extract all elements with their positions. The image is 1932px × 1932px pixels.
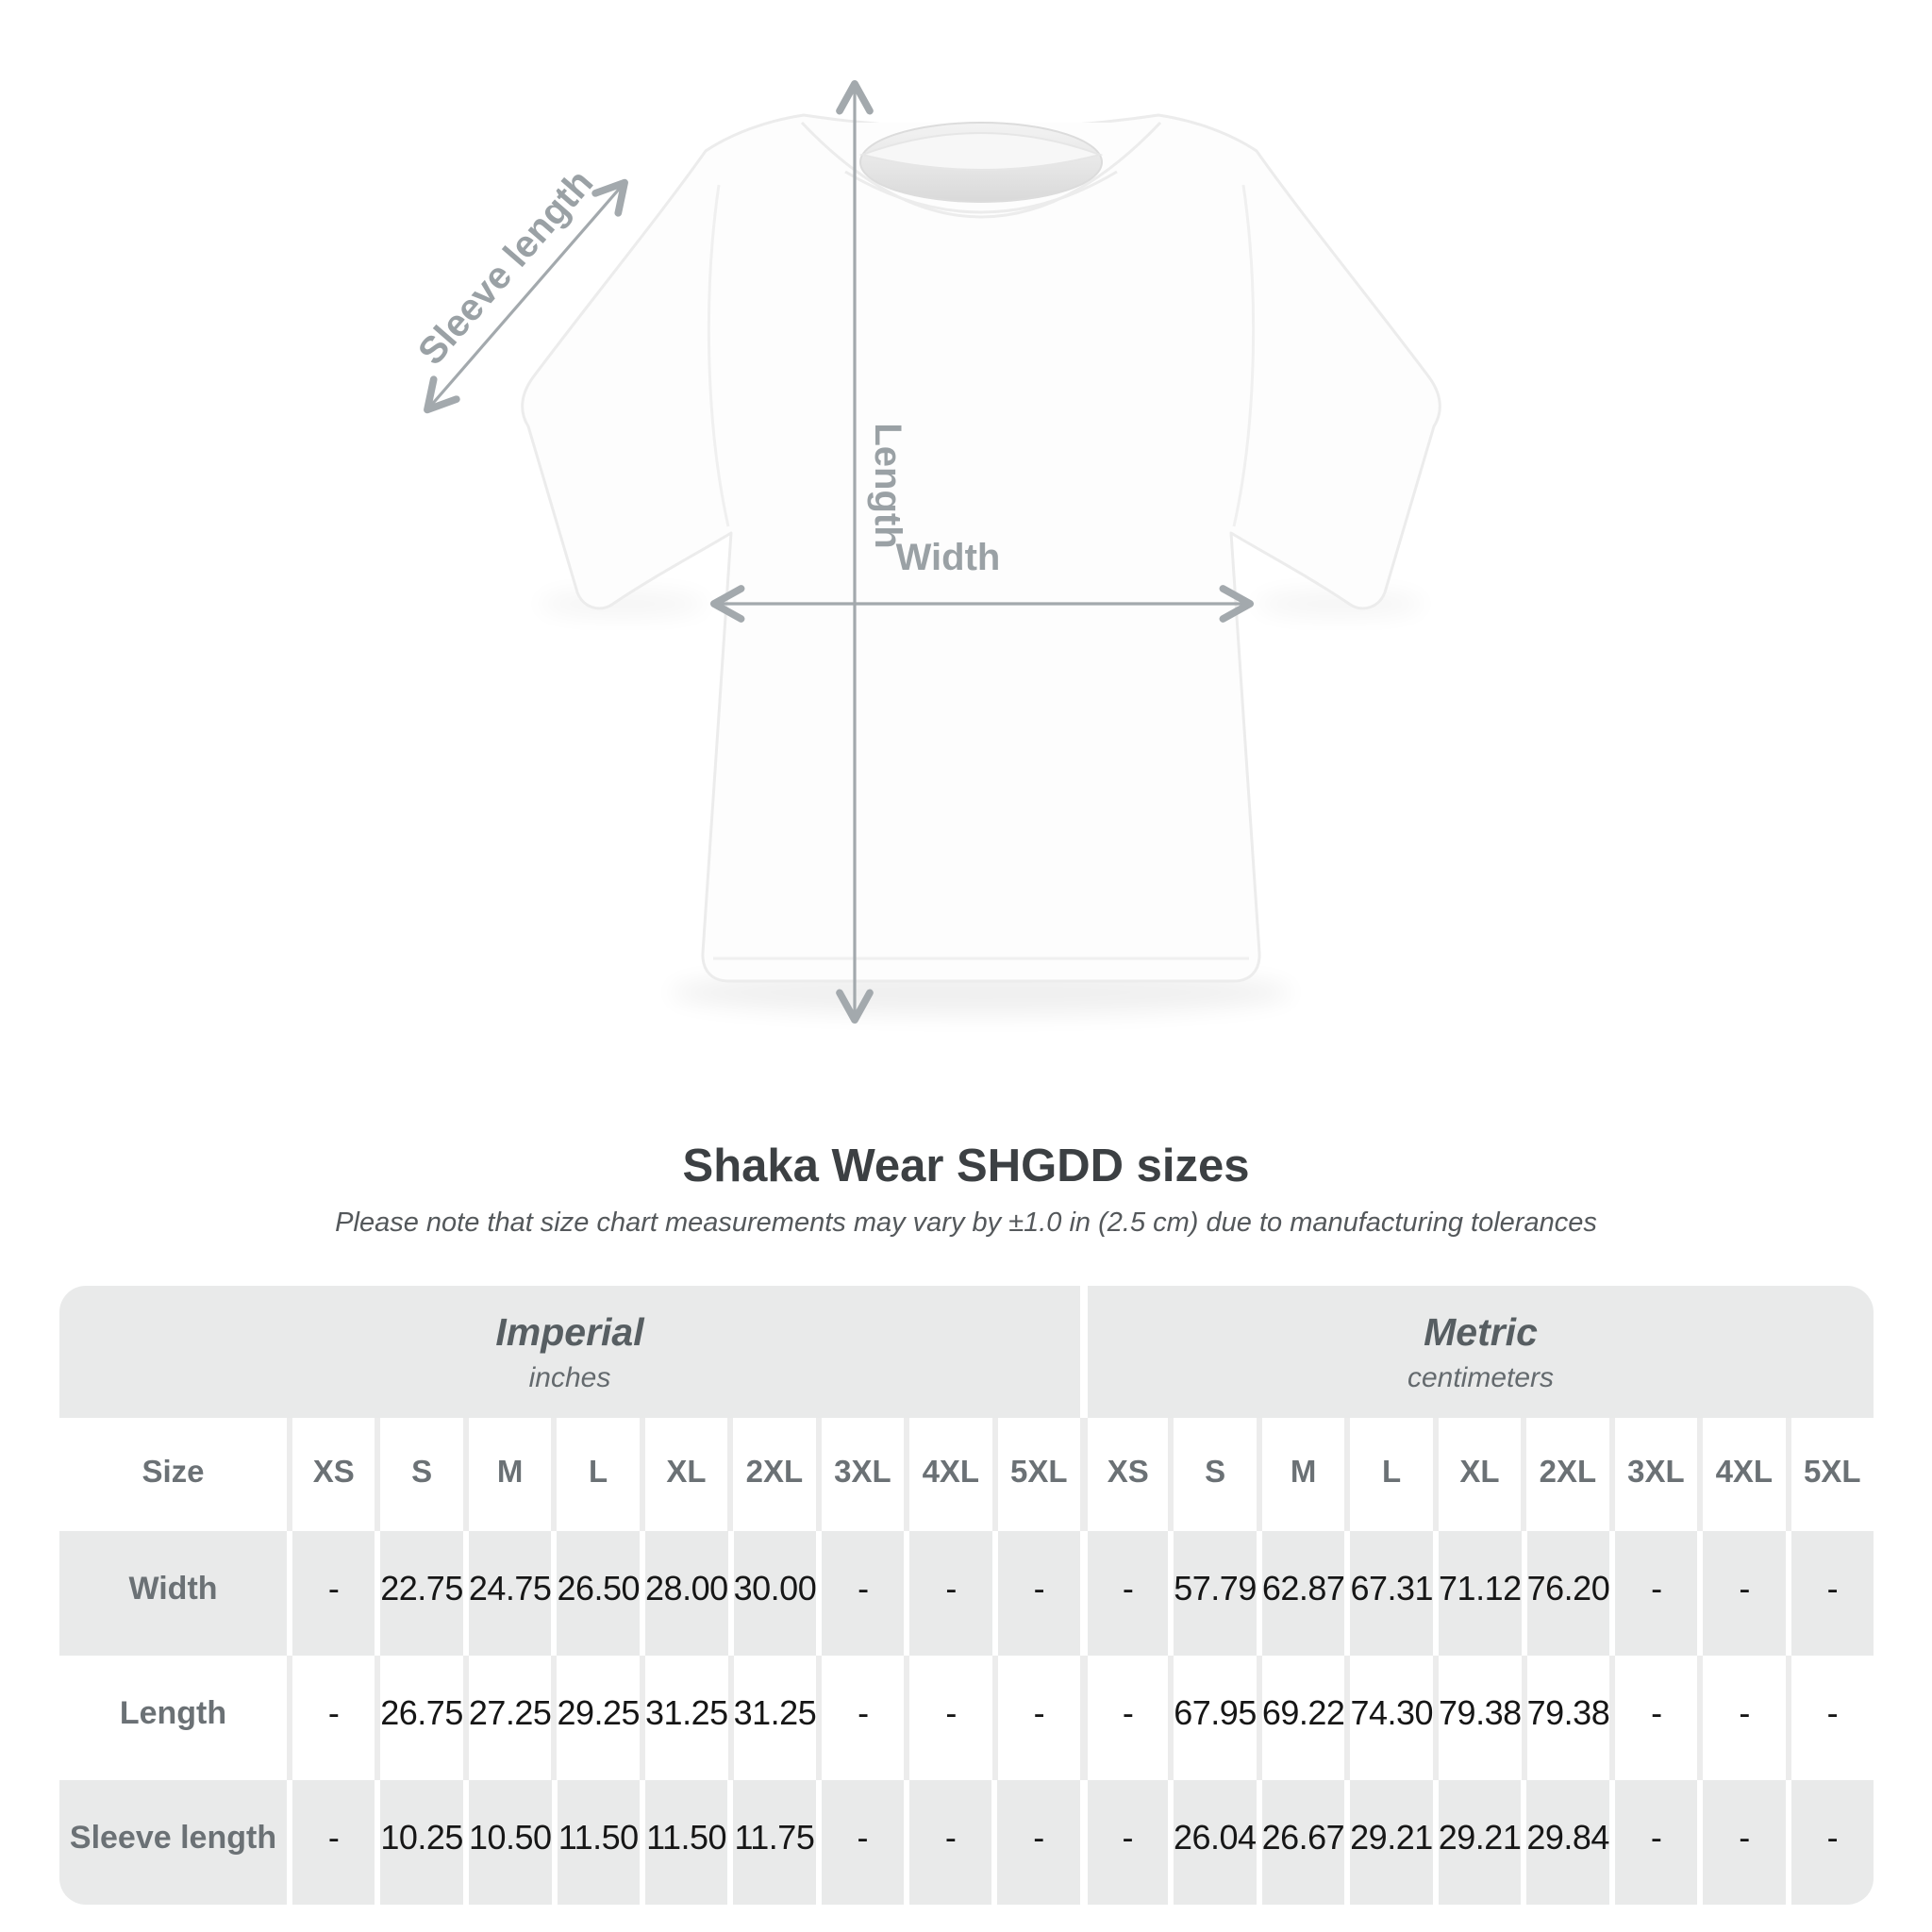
value-cell: - — [991, 1780, 1079, 1905]
value-cell: - — [816, 1656, 904, 1780]
size-header-metric-5xl: 5XL — [1786, 1418, 1874, 1531]
size-header-imperial-m: M — [463, 1418, 551, 1531]
value-cell: 62.87 — [1257, 1531, 1345, 1656]
value-cell: 26.04 — [1168, 1780, 1257, 1905]
size-header-metric-3xl: 3XL — [1609, 1418, 1697, 1531]
value-cell: 11.50 — [552, 1780, 640, 1905]
width-label: Width — [895, 537, 1001, 578]
value-cell: 29.21 — [1433, 1780, 1522, 1905]
row-label-length: Length — [59, 1656, 287, 1780]
value-cell: 26.75 — [375, 1656, 463, 1780]
metric-unit: centimeters — [1407, 1361, 1555, 1393]
value-cell: - — [904, 1656, 991, 1780]
value-cell: 27.25 — [463, 1656, 552, 1780]
value-cell: 10.25 — [375, 1780, 463, 1905]
size-header-metric-l: L — [1344, 1418, 1432, 1531]
value-cell: - — [904, 1780, 991, 1905]
heading-block — [0, 1140, 1932, 1239]
value-cell: 79.38 — [1433, 1656, 1522, 1780]
imperial-label: Imperial — [495, 1309, 644, 1354]
metric-label: Metric — [1424, 1309, 1538, 1354]
value-cell: 67.31 — [1344, 1531, 1433, 1656]
value-cell: 22.75 — [375, 1531, 463, 1656]
value-cell: - — [287, 1780, 375, 1905]
size-header-metric-xs: XS — [1080, 1418, 1168, 1531]
size-header-imperial-5xl: 5XL — [992, 1418, 1080, 1531]
value-cell: 24.75 — [463, 1531, 552, 1656]
tolerance-note: Please note that size chart measurements may vary by ±1.0 in (2.5 cm) due to manufacturing tolerances — [335, 1208, 1597, 1238]
value-cell: 57.79 — [1168, 1531, 1257, 1656]
size-header-metric-m: M — [1257, 1418, 1344, 1531]
value-cell: - — [1697, 1531, 1785, 1656]
sleeve-length-label: Sleeve length — [409, 161, 602, 374]
value-cell: 67.95 — [1168, 1656, 1257, 1780]
value-cell: 29.25 — [551, 1656, 640, 1780]
page-title: Shaka Wear SHGDD sizes — [682, 1141, 1250, 1191]
size-header-metric-2xl: 2XL — [1521, 1418, 1608, 1531]
size-header-metric-s: S — [1168, 1418, 1256, 1531]
value-cell: 79.38 — [1522, 1656, 1610, 1780]
unit-band-imperial — [59, 1286, 1080, 1418]
size-header-imperial-s: S — [375, 1418, 462, 1531]
value-cell: - — [992, 1531, 1080, 1656]
value-cell: 76.20 — [1522, 1531, 1610, 1656]
value-cell: 71.12 — [1433, 1531, 1522, 1656]
value-cell: - — [1786, 1656, 1874, 1780]
length-label: Length — [867, 423, 908, 549]
value-cell: - — [816, 1531, 904, 1656]
value-cell: - — [816, 1780, 904, 1905]
value-cell: - — [1609, 1780, 1697, 1905]
size-table — [59, 1286, 1874, 1905]
value-cell: - — [1786, 1780, 1874, 1905]
size-header-imperial-xs: XS — [287, 1418, 375, 1531]
value-cell: - — [992, 1656, 1080, 1780]
value-cell: 10.50 — [463, 1780, 552, 1905]
value-cell: 29.84 — [1521, 1780, 1609, 1905]
size-header-imperial-4xl: 4XL — [904, 1418, 991, 1531]
size-header-imperial-3xl: 3XL — [816, 1418, 904, 1531]
value-cell: - — [1786, 1531, 1874, 1656]
value-cell: 26.67 — [1257, 1780, 1345, 1905]
unit-band-metric — [1080, 1286, 1874, 1418]
value-cell: 11.50 — [640, 1780, 727, 1905]
imperial-unit: inches — [528, 1361, 611, 1393]
value-cell: 29.21 — [1344, 1780, 1433, 1905]
unit-band-row — [59, 1286, 1874, 1418]
value-cell: - — [1080, 1780, 1168, 1905]
value-cell: 69.22 — [1257, 1656, 1345, 1780]
value-cell: - — [1609, 1656, 1697, 1780]
size-header-imperial-2xl: 2XL — [727, 1418, 815, 1531]
size-header-imperial-l: L — [551, 1418, 639, 1531]
table-row-length — [59, 1656, 1874, 1780]
table-row-width — [59, 1531, 1874, 1656]
value-cell: - — [1609, 1531, 1697, 1656]
value-cell: - — [1697, 1780, 1785, 1905]
value-cell: 31.25 — [640, 1656, 728, 1780]
value-cell: 26.50 — [551, 1531, 640, 1656]
size-header-row — [59, 1418, 1874, 1531]
value-cell: 11.75 — [727, 1780, 815, 1905]
size-header-metric-4xl: 4XL — [1697, 1418, 1785, 1531]
row-label-sleeve-length: Sleeve length — [59, 1780, 287, 1905]
value-cell: - — [1697, 1656, 1785, 1780]
table-row-sleeve-length — [59, 1780, 1874, 1905]
value-cell: 28.00 — [640, 1531, 728, 1656]
value-cell: - — [287, 1656, 375, 1780]
size-header-imperial-xl: XL — [640, 1418, 727, 1531]
value-cell: 31.25 — [728, 1656, 817, 1780]
value-cell: - — [287, 1531, 375, 1656]
value-cell: 74.30 — [1344, 1656, 1433, 1780]
size-header-metric-xl: XL — [1433, 1418, 1521, 1531]
size-corner-header: Size — [59, 1418, 287, 1531]
value-cell: - — [1080, 1531, 1168, 1656]
value-cell: - — [904, 1531, 991, 1656]
row-label-width: Width — [59, 1531, 287, 1656]
value-cell: 30.00 — [728, 1531, 817, 1656]
value-cell: - — [1080, 1656, 1168, 1780]
